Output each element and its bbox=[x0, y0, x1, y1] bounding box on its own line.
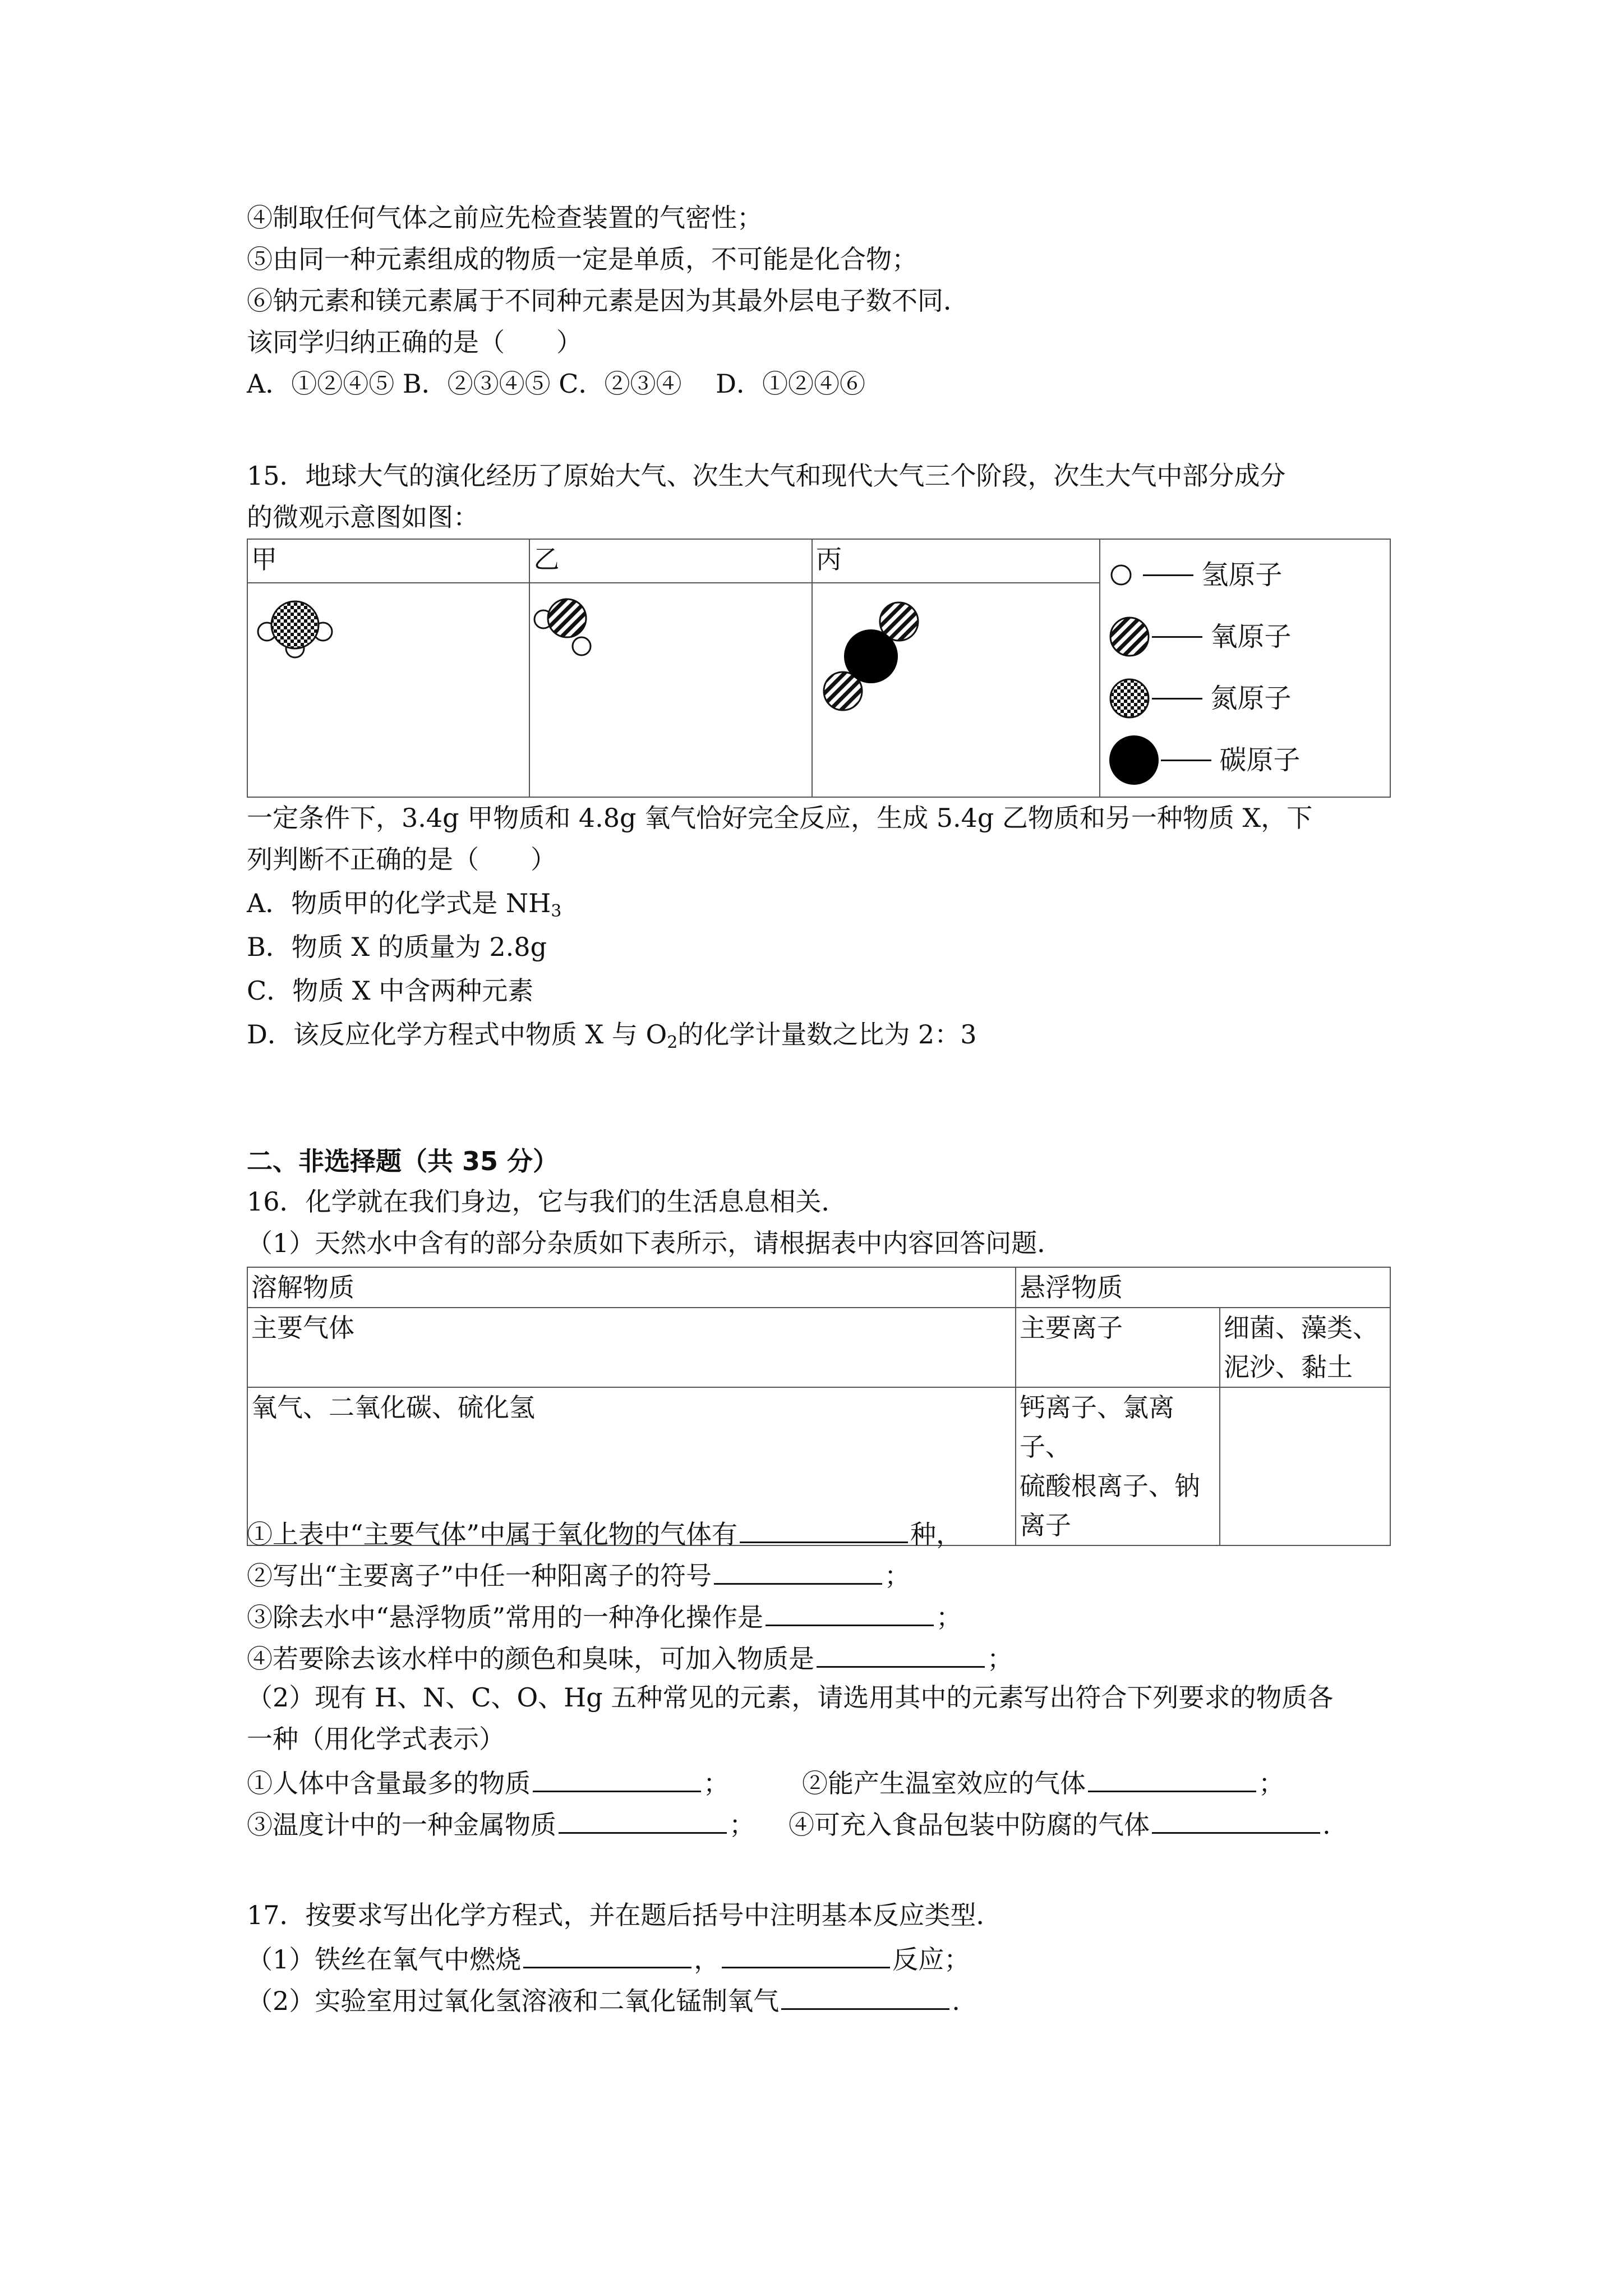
oxygen-atom-icon bbox=[1107, 614, 1152, 659]
carbon-dioxide-molecule-icon bbox=[815, 589, 938, 724]
q14-item-6: ⑥钠元素和镁元素属于不同种元素是因为其最外层电子数不同． bbox=[247, 286, 969, 316]
legend-label-carbon: 碳原子 bbox=[1219, 744, 1301, 776]
q16-p4-tail: . bbox=[1322, 1810, 1331, 1840]
water-molecule-icon bbox=[532, 586, 611, 675]
q16-p3-tail: ； bbox=[729, 1810, 755, 1840]
cell-main-gas: 主要气体 bbox=[247, 1308, 1016, 1387]
q15-line-1: 15．地球大气的演化经历了原始大气、次生大气和现代大气三个阶段，次生大气中部分成分 bbox=[247, 461, 1286, 491]
answer-blank[interactable] bbox=[766, 1598, 934, 1626]
q16-sub-1 bbox=[247, 1515, 962, 1551]
q16-p1-text: ①人体中含量最多的物质 bbox=[247, 1768, 531, 1798]
legend-dash bbox=[1152, 636, 1202, 638]
answer-blank[interactable] bbox=[1152, 1805, 1320, 1834]
q15-line-2: 的微观示意图如图： bbox=[247, 502, 479, 532]
q16-part-2-row-2 bbox=[247, 1805, 1331, 1842]
q17-sub-1 bbox=[247, 1940, 970, 1976]
q16-sub-3-text: ③除去水中“悬浮物质”常用的一种净化操作是 bbox=[247, 1602, 764, 1632]
legend-nitrogen bbox=[1100, 668, 1390, 729]
q16-part-1: （1）天然水中含有的部分杂质如下表所示，请根据表中内容回答问题． bbox=[247, 1228, 1063, 1258]
legend-dash bbox=[1143, 574, 1193, 576]
q16-sub-4-text: ④若要除去该水样中的颜色和臭味，可加入物质是 bbox=[247, 1644, 814, 1674]
carbon-atom-icon bbox=[1107, 733, 1161, 787]
q16-sub-4 bbox=[247, 1639, 1013, 1676]
q16-sub-4-tail: ； bbox=[987, 1644, 1013, 1674]
suspended-items-line-1: 细菌、藻类、 bbox=[1224, 1313, 1378, 1343]
q15-option-a-text: A．物质甲的化学式是 NH bbox=[247, 888, 551, 918]
cell-suspended-items bbox=[1220, 1308, 1390, 1387]
legend-label-oxygen: 氧原子 bbox=[1210, 621, 1292, 652]
q17-sub-2-tail: . bbox=[952, 1986, 960, 2016]
answer-blank[interactable] bbox=[559, 1805, 727, 1834]
subscript: 3 bbox=[551, 901, 562, 921]
answer-blank[interactable] bbox=[817, 1639, 985, 1668]
q16-part-2-line-1: （2）现有 H、N、C、O、Hg 五种常见的元素，请选用其中的元素写出符合下列要求的物质各 bbox=[247, 1682, 1334, 1713]
header-yi: 乙 bbox=[529, 539, 811, 583]
section-2-title: 二、非选择题（共 35 分） bbox=[247, 1146, 559, 1176]
q14-item-4: ④制取任何气体之前应先检查装置的气密性； bbox=[247, 203, 763, 233]
molecule-jia-cell bbox=[247, 583, 529, 797]
q15-option-d bbox=[247, 1018, 976, 1051]
q15-option-d-tail: 的化学计量数之比为 2：3 bbox=[677, 1019, 977, 1050]
q15-line-3: 一定条件下，3.4g 甲物质和 4.8g 氧气恰好完全反应，生成 5.4g 乙物质和另一种物质 X，下 bbox=[247, 803, 1313, 833]
q17-sub-1-comma: ， bbox=[694, 1944, 720, 1975]
legend-dash bbox=[1161, 760, 1211, 761]
q16-p2-tail: ； bbox=[1258, 1768, 1284, 1798]
q16-line-1: 16．化学就在我们身边，它与我们的生活息息相关． bbox=[247, 1186, 847, 1217]
q16-sub-2-text: ②写出“主要离子”中任一种阳离子的符号 bbox=[247, 1561, 712, 1591]
cell-gases: 氧气、二氧化碳、硫化氢 bbox=[247, 1387, 1016, 1545]
header-bing: 丙 bbox=[812, 539, 1100, 583]
q15-option-a bbox=[247, 886, 561, 920]
q15-option-b: B．物质 X 的质量为 2.8g bbox=[247, 932, 547, 962]
q16-p4-text: ④可充入食品包装中防腐的气体 bbox=[789, 1810, 1150, 1840]
legend-oxygen bbox=[1100, 606, 1390, 668]
q17-sub-1-text: （1）铁丝在氧气中燃烧 bbox=[247, 1944, 522, 1975]
legend-dash bbox=[1152, 698, 1202, 700]
ammonia-molecule-icon bbox=[250, 586, 351, 675]
atom-legend bbox=[1100, 539, 1390, 797]
molecule-bing-cell bbox=[812, 583, 1100, 797]
subscript: 2 bbox=[667, 1033, 678, 1052]
cell-main-ion: 主要离子 bbox=[1016, 1308, 1220, 1387]
cell-ions bbox=[1016, 1387, 1220, 1545]
ions-line-2: 硫酸根离子、钠 bbox=[1020, 1471, 1200, 1501]
q16-p3-text: ③温度计中的一种金属物质 bbox=[247, 1810, 556, 1840]
impurity-table bbox=[247, 1267, 1391, 1546]
q17-line-1: 17．按要求写出化学方程式，并在题后括号中注明基本反应类型． bbox=[247, 1900, 1002, 1930]
q16-sub-2-tail: ； bbox=[884, 1561, 911, 1591]
suspended-items-line-2: 泥沙、黏土 bbox=[1224, 1352, 1353, 1382]
q16-part-2-line-2: 一种（用化学式表示） bbox=[247, 1724, 505, 1754]
hydrogen-atom-icon bbox=[1107, 561, 1135, 589]
q14-options: A．①②④⑤ B．②③④⑤ C．②③④ D．①②④⑥ bbox=[247, 369, 865, 399]
answer-blank[interactable] bbox=[533, 1764, 701, 1792]
legend-label-hydrogen: 氢原子 bbox=[1201, 559, 1283, 591]
q17-sub-2 bbox=[247, 1981, 960, 2018]
q15-line-4: 列判断不正确的是（ ） bbox=[247, 844, 556, 875]
answer-blank[interactable] bbox=[740, 1515, 908, 1543]
answer-blank[interactable] bbox=[523, 1940, 691, 1968]
answer-blank[interactable] bbox=[722, 1940, 890, 1968]
q16-part-2-row-1 bbox=[247, 1764, 1284, 1800]
header-jia: 甲 bbox=[247, 539, 529, 583]
q15-option-c: C．物质 X 中含两种元素 bbox=[247, 976, 534, 1006]
q14-stem: 该同学归纳正确的是（ ） bbox=[247, 327, 582, 357]
q16-sub-1-tail: 种， bbox=[910, 1519, 962, 1549]
q17-sub-2-text: （2）实验室用过氧化氢溶液和二氧化锰制氧气 bbox=[247, 1986, 780, 2016]
q16-p2-text: ②能产生温室效应的气体 bbox=[802, 1768, 1086, 1798]
q17-sub-1-tail: 反应； bbox=[892, 1944, 970, 1975]
nitrogen-atom-icon bbox=[1107, 676, 1152, 721]
q16-sub-2 bbox=[247, 1556, 910, 1593]
cell-suspended: 悬浮物质 bbox=[1016, 1267, 1390, 1308]
legend-carbon bbox=[1100, 729, 1390, 791]
q16-sub-3 bbox=[247, 1598, 962, 1634]
legend-label-nitrogen: 氮原子 bbox=[1210, 683, 1292, 714]
q16-sub-1-text: ①上表中“主要气体”中属于氧化物的气体有 bbox=[247, 1519, 738, 1549]
cell-dissolved: 溶解物质 bbox=[247, 1267, 1016, 1308]
molecule-diagram-table bbox=[247, 539, 1391, 798]
ions-line-1: 钙离子、氯离子、 bbox=[1020, 1392, 1174, 1462]
molecule-yi-cell bbox=[529, 583, 811, 797]
q16-sub-3-tail: ； bbox=[936, 1602, 962, 1632]
answer-blank[interactable] bbox=[781, 1981, 949, 2010]
answer-blank[interactable] bbox=[1088, 1764, 1256, 1792]
cell-empty bbox=[1220, 1387, 1390, 1545]
legend-hydrogen bbox=[1100, 544, 1390, 606]
answer-blank[interactable] bbox=[714, 1556, 882, 1585]
ions-line-3: 离子 bbox=[1020, 1510, 1071, 1540]
q14-item-5: ⑤由同一种元素组成的物质一定是单质，不可能是化合物； bbox=[247, 244, 917, 274]
q15-option-d-text: D．该反应化学方程式中物质 X 与 O bbox=[247, 1019, 667, 1050]
q16-p1-tail: ； bbox=[703, 1768, 729, 1798]
